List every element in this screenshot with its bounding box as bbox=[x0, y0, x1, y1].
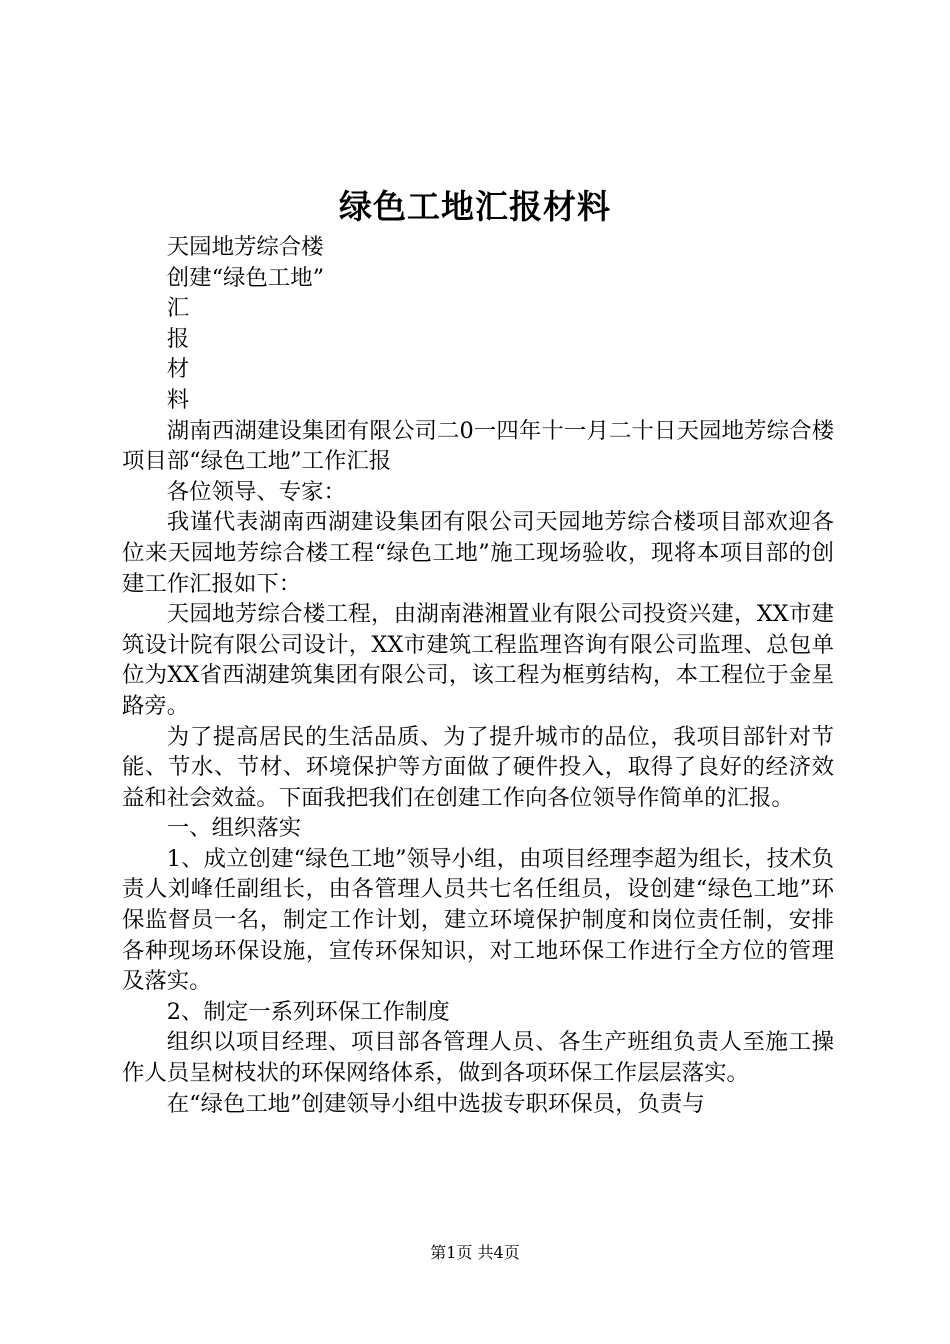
paragraph: 我谨代表湖南西湖建设集团有限公司天园地芳综合楼项目部欢迎各位来天园地芳综合楼工程“绿色工地”施工现场验收，现将本项目部的创建工作汇报如下： bbox=[122, 509, 834, 597]
paragraph: 材 bbox=[166, 356, 190, 383]
paragraph: 1、成立创建“绿色工地”领导小组，由项目经理李超为组长，技术负责人刘峰任副组长，由各管理人员共七名任组员，设创建“绿色工地”环保监督员一名，制定工作计划，建立环境保护制度和岗位责任制，安排各种现场环保设施，宣传环保知识，对工地环保工作进行全方位的管理及落实。 bbox=[122, 845, 834, 995]
paragraph: 汇 bbox=[166, 295, 190, 322]
paragraph: 天园地芳综合楼 bbox=[166, 234, 324, 260]
paragraph: 各位领导、专家： bbox=[166, 478, 346, 505]
paragraph: 报 bbox=[166, 325, 190, 352]
document-body bbox=[122, 232, 834, 1119]
paragraph: 料 bbox=[166, 386, 190, 413]
paragraph: 创建“绿色工地” bbox=[166, 264, 325, 291]
section-subheading: 2、制定一系列环保工作制度 bbox=[166, 998, 450, 1025]
paragraph: 湖南西湖建设集团有限公司二0一四年十一月二十日天园地芳综合楼项目部“绿色工地”工作汇报 bbox=[122, 417, 834, 475]
paragraph: 为了提高居民的生活品质、为了提升城市的品位，我项目部针对节能、节水、节材、环境保护等方面做了硬件投入，取得了良好的经济效益和社会效益。下面我把我们在创建工作向各位领导作简单的汇报。 bbox=[122, 723, 834, 811]
paragraph: 组织以项目经理、项目部各管理人员、各生产班组负责人至施工操作人员呈树枝状的环保网络体系，做到各项环保工作层层落实。 bbox=[122, 1029, 834, 1087]
paragraph: 在“绿色工地”创建领导小组中选拔专职环保员，负责与 bbox=[166, 1090, 705, 1117]
page-footer: 第1页 共4页 bbox=[430, 1243, 520, 1262]
document-title: 绿色工地汇报材料 bbox=[339, 187, 611, 226]
paragraph: 天园地芳综合楼工程，由湖南港湘置业有限公司投资兴建，XX市建筑设计院有限公司设计，XX市建筑工程监理咨询有限公司监理、总包单位为XX省西湖建筑集团有限公司，该工程为框剪结构，本工程位于金星路旁。 bbox=[122, 601, 834, 719]
section-heading: 一、组织落实 bbox=[166, 815, 302, 842]
